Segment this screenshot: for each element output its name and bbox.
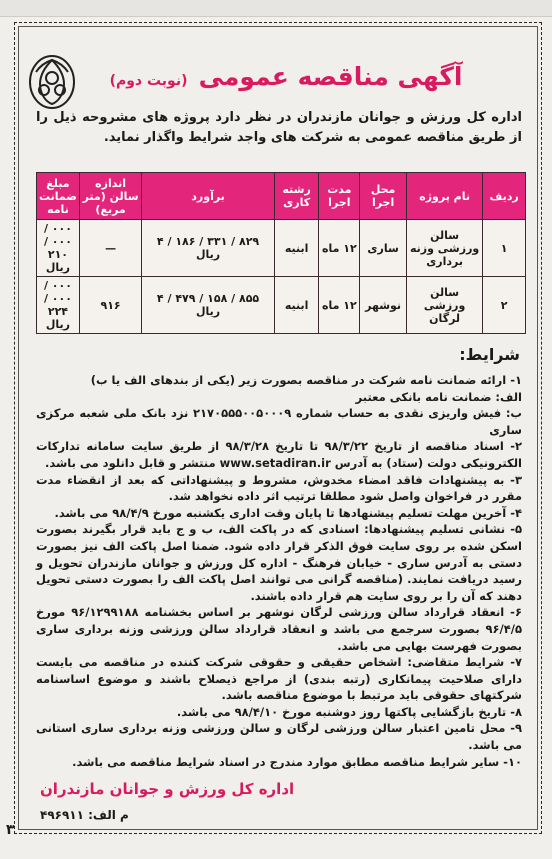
condition-item: ۴- آخرین مهلت تسلیم پیشنهادها تا پایان وقت اداری یکشنبه مورخ ۹۸/۴/۹ می باشد. [54, 505, 522, 520]
page-corner-mark: ۳ [6, 822, 15, 838]
col-header: مدت اجرا [319, 173, 360, 220]
col-header: محل اجرا [360, 173, 407, 220]
condition-item: ۷- شرایط متقاضی: اشخاص حقیقی و حقوقی شرکت کننده در مناقصه می بایست دارای صلاحیت پیمانکاری (رتبه بندی) از مراجع ذیصلاح باشند و موضوع اساسنامه شرکتهای حقوقی باید مرتبط با موضوع مناقصه باشد. [36, 655, 522, 703]
table-cell: ابنیه [274, 220, 319, 277]
table-cell: ۲ [483, 277, 526, 334]
condition-item: ۸- تاریخ بازگشایی پاکتها روز دوشنبه مورخ ۹۸/۴/۱۰ می باشد. [176, 704, 522, 719]
col-header: برآورد [142, 173, 275, 220]
col-header: نام پروژه [407, 173, 483, 220]
table-cell: ۰۰۰ / ۰۰۰ / ۲۱۰ ریال [37, 220, 80, 277]
table-cell: ۰۰۰ / ۰۰۰ / ۲۲۴ ریال [37, 277, 80, 334]
table-cell: — [79, 220, 141, 277]
conditions-list [36, 372, 522, 770]
col-header: رشته کاری [274, 173, 319, 220]
table-cell: ۱۲ ماه [319, 220, 360, 277]
condition-item: الف: ضمانت نامه بانکی معتبر [355, 389, 522, 404]
ministry-emblem-icon [26, 52, 78, 112]
table-row [37, 277, 526, 334]
table-header-row [37, 173, 526, 220]
col-header: ردیف [483, 173, 526, 220]
condition-item: ۲- اسناد مناقصه از تاریخ ۹۸/۳/۲۲ تا تاریخ ۹۸/۳/۲۸ از طریق سایت سامانه تدارکات الکترونیکی دولت (ستاد) به آدرس www.setadiran.ir منتشر و قابل دانلود می باشد. [36, 439, 522, 470]
condition-item: ۹- محل تامین اعتبار سالن ورزشی لرگان و سالن ورزشی وزنه برداری ساری استانی می باشد. [36, 721, 522, 753]
top-strip [0, 0, 552, 17]
table-cell: ابنیه [274, 277, 319, 334]
condition-item: ۵- نشانی تسلیم پیشنهادها: اسنادی که در پاکت الف، ب و ج باید قرار بگیرند بصورت اسکن شده بر روی سایت فوق الذکر قرار داده شود. ضمنا اصل پاکت الف نیز بصورت دستی به آدرس ساری - خیابان فرهنگ - اداره کل ورزش و جوانان مازندران تحویل و رسید دریافت نمایند. (مناقصه گرانی می توانند اصل پاکت الف را بصورت دستی تحویل دهند که آن را بر روی سایت هم قرار داده باشند. [36, 522, 522, 603]
condition-item: ب: فیش واریزی نقدی به حساب شماره ۲۱۷۰۵۵۵۰۰۵۰۰۰۹ نزد بانک ملی شعبه مرکزی ساری [36, 406, 522, 437]
table-cell: ۱۲ ماه [319, 277, 360, 334]
condition-item: ۶- انعقاد قرارداد سالن ورزشی لرگان نوشهر بر اساس بخشنامه ۹۶/۱۲۹۹۱۸۸ مورخ ۹۶/۴/۵ بصورت سرجمع می باشد و انعقاد قرارداد سالن ورزشی وزنه برداری ساری بصورت فهرست بهایی می باشد. [36, 605, 522, 653]
conditions-heading: شرایط: [459, 345, 520, 364]
table-cell: سالن ورزشی وزنه برداری [407, 220, 483, 277]
condition-item: ۱- ارائه ضمانت نامه شرکت در مناقصه بصورت زیر (یکی از بندهای الف یا ب) [90, 373, 522, 387]
table-cell: سالن ورزشی لرگان [407, 277, 483, 334]
table-cell: نوشهر [360, 277, 407, 334]
condition-item: ۱۰- سایر شرایط مناقصه مطابق موارد مندرج در اسناد شرایط مناقصه می باشد. [72, 754, 522, 769]
table-cell: ۹۱۶ [79, 277, 141, 334]
col-header: اندازه سالن (متر مربع) [79, 173, 141, 220]
issuer-signature: اداره کل ورزش و جوانان مازندران [40, 780, 295, 798]
table-cell: ساری [360, 220, 407, 277]
condition-item: ۳- به پیشنهادات فاقد امضاء مخدوش، مشروط و پیشنهاداتی که بعد از انقضاء مدت مقرر در فراخوان واصل شود مطلقا ترتیب اثر داده نخواهد شد. [36, 472, 522, 504]
announcement-title [80, 62, 492, 106]
title-sub: (نوبت دوم) [109, 73, 188, 89]
table-cell: ۱ [483, 220, 526, 277]
table-row [37, 220, 526, 277]
col-header: مبلغ ضمانت نامه [37, 173, 80, 220]
table-cell: ۸۵۵ / ۱۵۸ / ۴۷۹ / ۴ ریال [142, 277, 275, 334]
title-main: آگهی مناقصه عمومی [198, 62, 463, 91]
tender-table [36, 172, 526, 334]
tracking-number: م الف: ۴۹۶۹۱۱ [40, 808, 129, 822]
intro-paragraph: اداره کل ورزش و جوانان مازندران در نظر دارد پروژه های مشروحه ذیل را از طریق مناقصه عمومی به شرکت های واجد شرایط واگذار نماید. [36, 110, 522, 145]
table-cell: ۸۲۹ / ۳۳۱ / ۱۸۶ / ۴ ریال [142, 220, 275, 277]
